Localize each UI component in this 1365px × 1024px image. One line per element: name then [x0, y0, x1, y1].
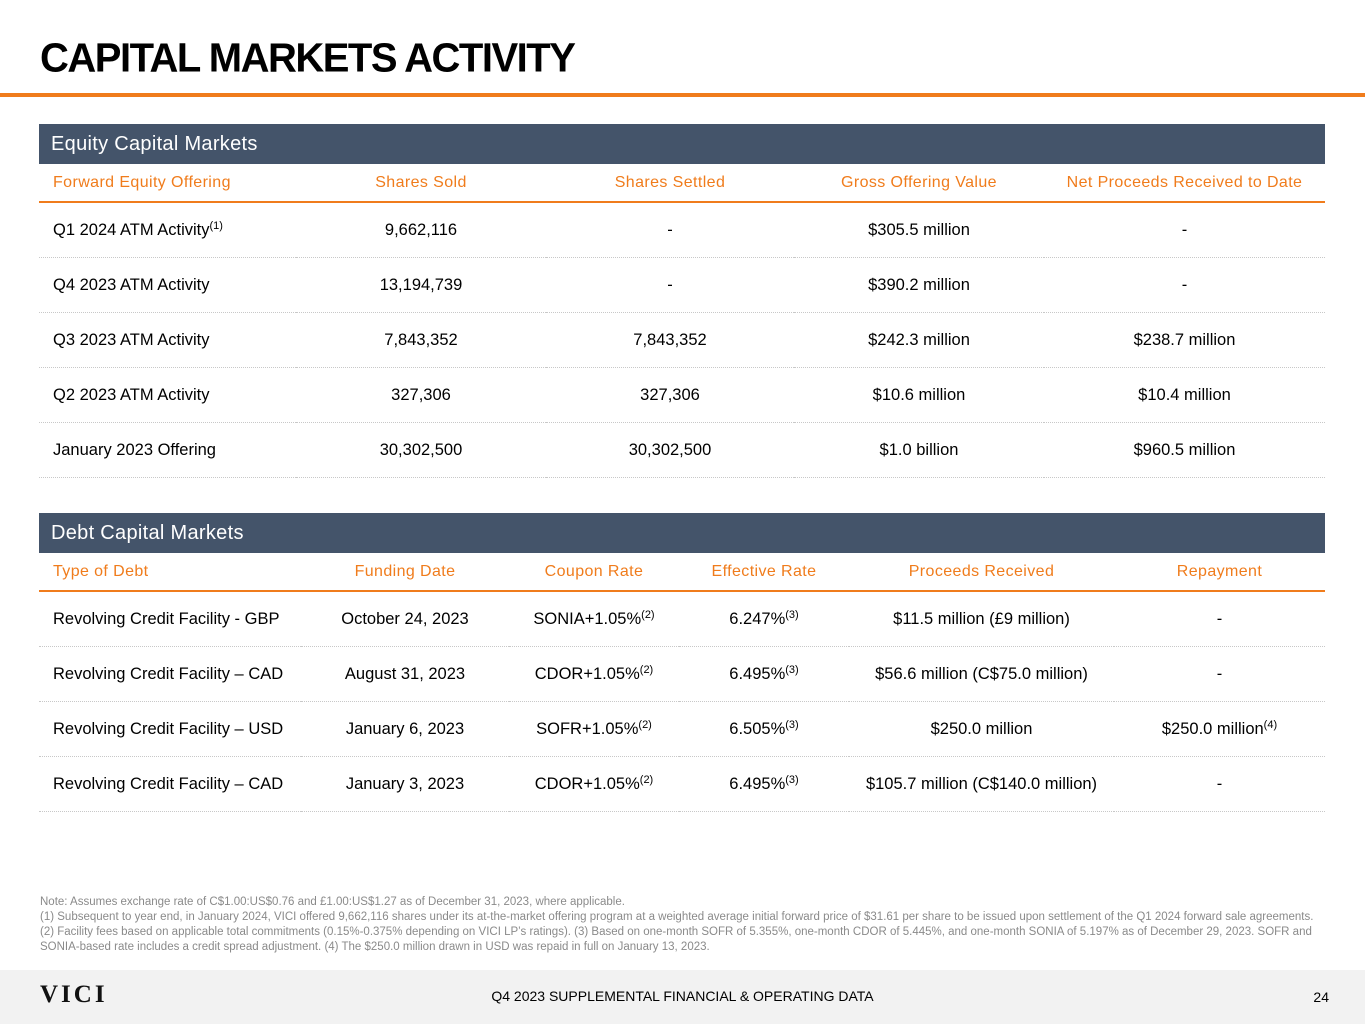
shares-settled: - [546, 258, 794, 313]
funding-date: January 6, 2023 [301, 702, 509, 757]
effective-rate-text: 6.495% [729, 664, 786, 683]
shares-settled: - [546, 202, 794, 258]
footnote-ref: (4) [1263, 718, 1278, 731]
footer-title: Q4 2023 SUPPLEMENTAL FINANCIAL & OPERATING DATA [491, 988, 874, 1004]
footnote-ref: (3) [785, 663, 799, 676]
repayment: - [1114, 757, 1325, 812]
col-proceeds-received: Proceeds Received [849, 553, 1114, 591]
footnote-ref: (2) [641, 608, 655, 621]
repayment: - [1114, 647, 1325, 702]
page-title: CAPITAL MARKETS ACTIVITY [40, 35, 575, 81]
offering-name: January 2023 Offering [39, 423, 296, 478]
effective-rate [679, 591, 849, 647]
funding-date: January 3, 2023 [301, 757, 509, 812]
gross-offering-value: $10.6 million [794, 368, 1044, 423]
net-proceeds: - [1044, 202, 1325, 258]
footnote-text: (1) Subsequent to year end, in January 2024, VICI offered 9,662,116 shares under its at-the-market offering program at a weighted average initial forward price of $31.61 per share to be issued upon settlement of the Q1 2024 forward sale agreements. (2) Facility fees based on applicable total commitments (0.15%-0.375% depending on VICI LP’s ratings). (3) Based on one-month SOFR of 5.355%, one-month CDOR of 5.445%, and one-month SONIA of 5.197% as of December 29, 2023. SOFR and SONIA-based rate includes a credit spread adjustment. (4) The $250.0 million drawn in USD was repaid in full on January 13, 2023. [40, 911, 1314, 953]
equity-section [39, 124, 1325, 478]
coupon-rate [509, 757, 679, 812]
repayment-text: $250.0 million [1161, 719, 1264, 738]
net-proceeds: $10.4 million [1044, 368, 1325, 423]
funding-date: August 31, 2023 [301, 647, 509, 702]
gross-offering-value: $390.2 million [794, 258, 1044, 313]
equity-table [39, 164, 1325, 478]
debt-section [39, 513, 1325, 812]
vici-logo: VICI [40, 981, 108, 1008]
effective-rate [679, 702, 849, 757]
effective-rate-text: 6.505% [729, 719, 786, 738]
repayment: - [1114, 591, 1325, 647]
table-row [39, 202, 1325, 258]
col-funding-date: Funding Date [301, 553, 509, 591]
table-row [39, 702, 1325, 757]
col-shares-settled: Shares Settled [546, 164, 794, 202]
shares-settled: 327,306 [546, 368, 794, 423]
gross-offering-value: $1.0 billion [794, 423, 1044, 478]
net-proceeds: $960.5 million [1044, 423, 1325, 478]
col-type-of-debt: Type of Debt [39, 553, 301, 591]
coupon-rate [509, 702, 679, 757]
coupon-rate-text: CDOR+1.05% [534, 664, 640, 683]
net-proceeds: $238.7 million [1044, 313, 1325, 368]
offering-name [39, 202, 296, 258]
footnote-ref: (3) [785, 773, 799, 786]
footnote-ref: (3) [785, 718, 799, 731]
coupon-rate-text: SONIA+1.05% [533, 609, 642, 628]
net-proceeds: - [1044, 258, 1325, 313]
exchange-rate-note: Note: Assumes exchange rate of C$1.00:US$0.76 and £1.00:US$1.27 as of December 31, 2023, where applicable. [40, 896, 625, 908]
col-repayment: Repayment [1114, 553, 1325, 591]
proceeds-received: $250.0 million [849, 702, 1114, 757]
proceeds-received: $11.5 million (£9 million) [849, 591, 1114, 647]
shares-sold: 7,843,352 [296, 313, 546, 368]
col-net-proceeds: Net Proceeds Received to Date [1044, 164, 1325, 202]
footnote-ref: (1) [209, 219, 223, 232]
shares-sold: 9,662,116 [296, 202, 546, 258]
col-forward-equity-offering: Forward Equity Offering [39, 164, 296, 202]
coupon-rate [509, 591, 679, 647]
gross-offering-value: $305.5 million [794, 202, 1044, 258]
debt-table [39, 553, 1325, 812]
funding-date: October 24, 2023 [301, 591, 509, 647]
effective-rate-text: 6.495% [729, 774, 786, 793]
shares-sold: 327,306 [296, 368, 546, 423]
debt-header-row [39, 553, 1325, 591]
coupon-rate [509, 647, 679, 702]
equity-section-header: Equity Capital Markets [39, 124, 1325, 164]
repayment [1114, 702, 1325, 757]
coupon-rate-text: SOFR+1.05% [536, 719, 639, 738]
debt-section-header: Debt Capital Markets [39, 513, 1325, 553]
gross-offering-value: $242.3 million [794, 313, 1044, 368]
page-footer [0, 970, 1365, 1024]
title-divider [0, 93, 1365, 97]
shares-settled: 30,302,500 [546, 423, 794, 478]
debt-type: Revolving Credit Facility – CAD [39, 757, 301, 812]
effective-rate [679, 647, 849, 702]
offering-name: Q2 2023 ATM Activity [39, 368, 296, 423]
coupon-rate-text: CDOR+1.05% [534, 774, 640, 793]
shares-sold: 13,194,739 [296, 258, 546, 313]
footnotes [40, 895, 1330, 955]
offering-name-text: Q1 2024 ATM Activity [53, 220, 210, 239]
debt-type: Revolving Credit Facility - GBP [39, 591, 301, 647]
offering-name: Q4 2023 ATM Activity [39, 258, 296, 313]
footnote-ref: (2) [639, 663, 654, 676]
footnote-ref: (3) [785, 608, 799, 621]
col-coupon-rate: Coupon Rate [509, 553, 679, 591]
shares-settled: 7,843,352 [546, 313, 794, 368]
proceeds-received: $56.6 million (C$75.0 million) [849, 647, 1114, 702]
effective-rate-text: 6.247% [729, 609, 786, 628]
table-row [39, 591, 1325, 647]
col-effective-rate: Effective Rate [679, 553, 849, 591]
table-row [39, 757, 1325, 812]
shares-sold: 30,302,500 [296, 423, 546, 478]
proceeds-received: $105.7 million (C$140.0 million) [849, 757, 1114, 812]
col-shares-sold: Shares Sold [296, 164, 546, 202]
table-row [39, 258, 1325, 313]
equity-header-row [39, 164, 1325, 202]
debt-type: Revolving Credit Facility – CAD [39, 647, 301, 702]
table-row [39, 313, 1325, 368]
table-row [39, 423, 1325, 478]
table-row [39, 368, 1325, 423]
debt-type: Revolving Credit Facility – USD [39, 702, 301, 757]
offering-name: Q3 2023 ATM Activity [39, 313, 296, 368]
footnote-ref: (2) [639, 773, 654, 786]
effective-rate [679, 757, 849, 812]
table-row [39, 647, 1325, 702]
col-gross-offering-value: Gross Offering Value [794, 164, 1044, 202]
footnote-ref: (2) [638, 718, 652, 731]
page-number: 24 [1313, 989, 1329, 1005]
